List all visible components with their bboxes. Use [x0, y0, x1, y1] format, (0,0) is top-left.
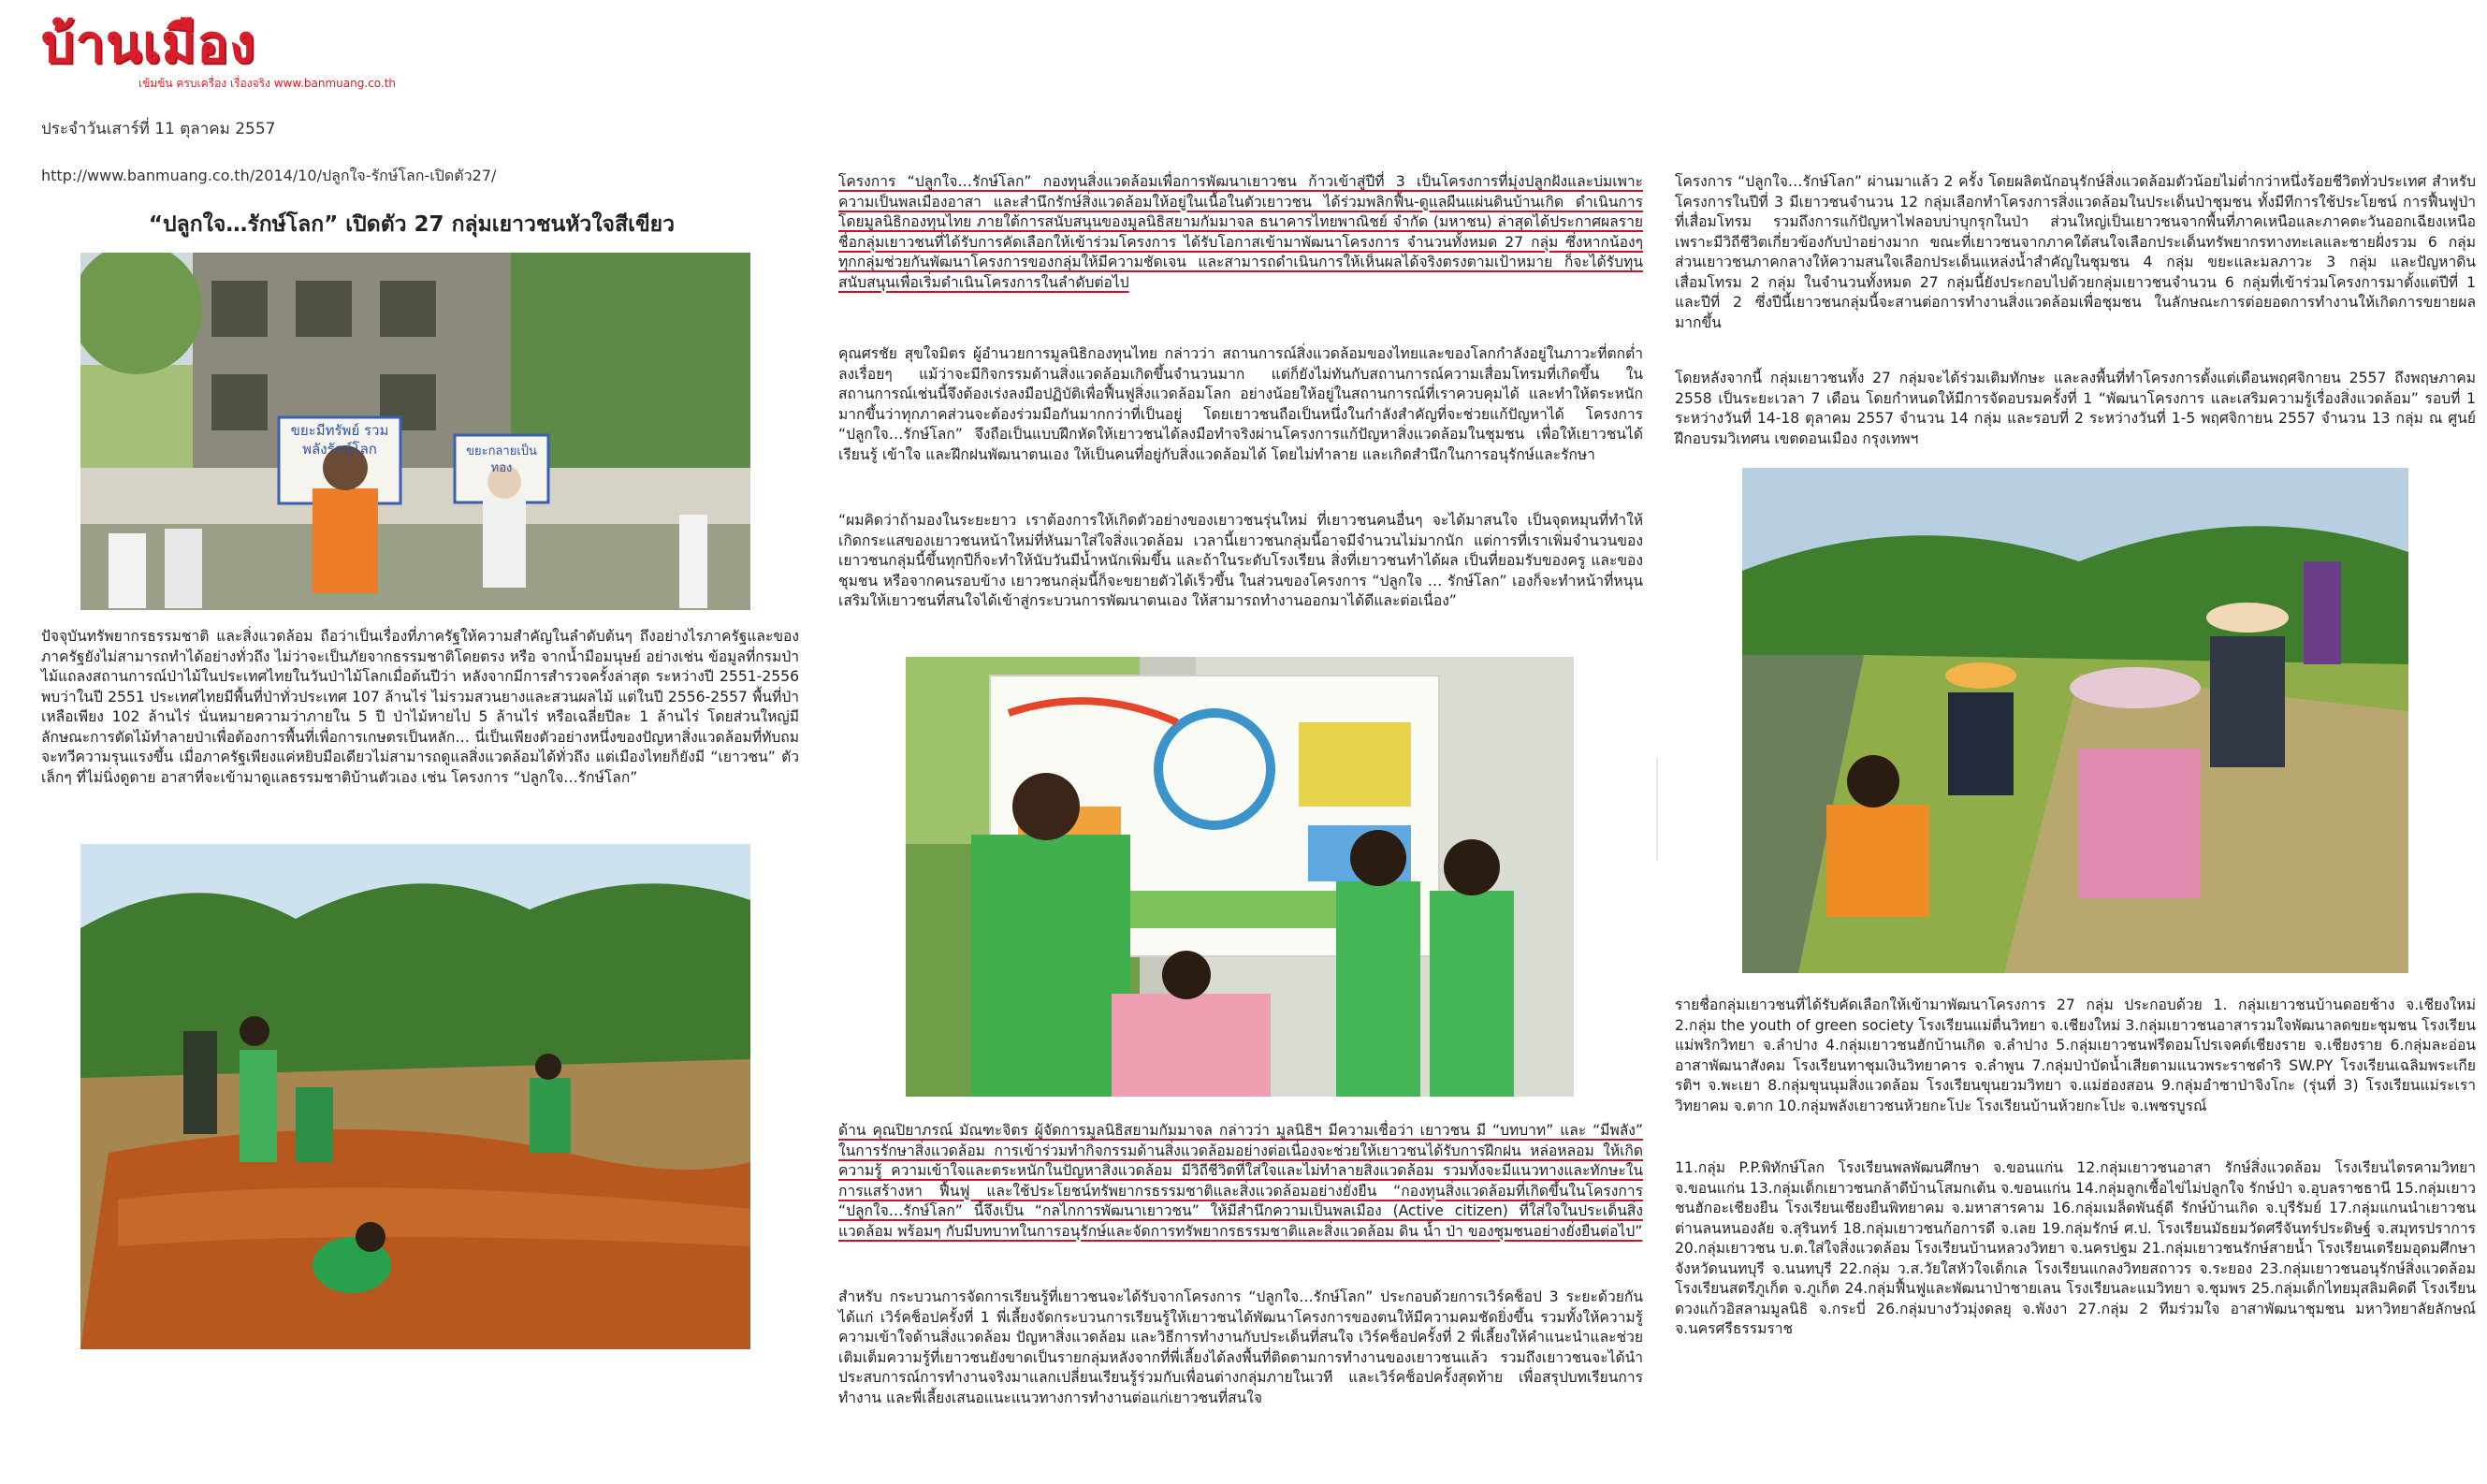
highlight-paragraph: ด้าน คุณปิยาภรณ์ มัณฑะจิตร ผู้จัดการมูลนิธิสยามกัมมาจล กล่าวว่า มูลนิธิฯ มีความเชื่อว่า เยาวชน มี “บทบาท” และ “มีพลัง” ในการรักษาสิ่งแวดล้อม การเข้าร่วมทำกิจกรรมด้านสิ่งแวดล้อมอย่างต่อเนื่องจะช่วยให้เยาวชนได้รับการฝึกฝน หล่อหลอม ให้เกิดความรู้ ความเข้าใจและตระหนักในปัญหาสิ่งแวดล้อม มีวิถีชีวิตที่ใส่ใจและไม่ทำลายสิ่งแวดล้อม รวมทั้งจะมีแนวทางและทักษะในการแสร้างหา ฟื้นฟู และใช้ประโยชน์ทรัพยากรธรรมชาติและสิ่งแวดล้อมอย่างยั่งยืน “กองทุนสิ่งแวดล้อมที่เกิดขึ้นในโครงการ “ปลูกใจ…รักษ์โลก” นี้จึงเป็น “กลไกการพัฒนาเยาวชน” ให้มีสำนึกความเป็นพลเมือง (Active citizen) ที่ใส่ใจในประเด็นสิ่งแวดล้อม พร้อมๆ กับมีบทบาทในการอนุรักษ์และจัดการทรัพยากรธรรมชาติและสิ่งแวดล้อม ดิน น้ำ ป่า ของชุมชนอย่างยั่งยืนต่อไป” [838, 1122, 1643, 1240]
photo-tree-planting [1742, 468, 2408, 973]
quote-paragraph: “ผมคิดว่าถ้ามองในระยะยาว เราต้องการให้เกิดตัวอย่างของเยาวชนรุ่นใหม่ ที่เยาวชนคนอื่นๆ จะได้มาสนใจ เป็นจุดหมุนที่ทำให้เกิดกระแสของเยาวชนหน้าใหม่ที่หันมาใส่ใจสิ่งแวดล้อม เวลานี้เยาวชนกลุ่มนี้อาจมีจำนวนไม่มากนัก แต่การที่เราเพิ่มจำนวนของเยาวชนกลุ่มนี้ขึ้นทุกปีก็จะทำให้นับวันมีน้ำหนักเพิ่มขึ้น และถ้าในระดับโรงเรียน สิ่งที่เยาวชนทำได้ผล เป็นที่ยอมรับของครู และของชุมชน หรือจากคนรอบข้าง เยาวชนกลุ่มนี้ก็จะขยายตัวได้เร็วขึ้น ในส่วนของโครงการ “ปลูกใจ … รักษ์โลก” เองก็จะทำหน้าที่หนุนเสริมให้เยาวชนที่สนใจได้เข้าสู่กระบวนการพัฒนาตนเอง ให้สามารถทำงานออกมาได้ดีและต่อเนื่อง” [838, 512, 1643, 609]
protest-sign-right: ขยะกลายเป็นทอง [466, 444, 537, 475]
column-divider [1656, 758, 1658, 861]
logo-tagline: เข้มข้น ครบเครื่อง เรื่องจริง www.banmuang.co.th [138, 77, 397, 90]
photo-stream-students [80, 844, 750, 1349]
logo-text: บ้านเมือง [41, 13, 256, 75]
publication-date: ประจำวันเสาร์ที่ 11 ตุลาคม 2557 [41, 120, 276, 138]
body-paragraph: ปัจจุบันทรัพยากรธรรมชาติ และสิ่งแวดล้อม ถือว่าเป็นเรื่องที่ภาครัฐให้ความสำคัญในลำดับต้นๆ ถึงอย่างไรภาครัฐและของภาครัฐยังไม่สามารถทำได้อย่างทั่วถึง ไม่ว่าจะเป็นภัยจากธรรมชาติโดยตรง หรือ จากน้ำมือมนุษย์ อย่างเช่น ข้อมูลที่กรมป่าไม้แถลงสถานการณ์ป่าไม้ในประเทศไทยในวันป่าไม้โลกเมื่อต้นปีว่า หลังจากมีการสำรวจครั้งล่าสุด ระหว่างปี 2551-2556 พบว่าในปี 2551 ประเทศไทยมีพื้นที่ป่าทั่วประเทศ 107 ล้านไร่ ไม่รวมสวนยางและสวนผลไม้ แต่ในปี 2556-2557 พื้นที่ป่าเหลือเพียง 102 ล้านไร่ นั่นหมายความว่าภายใน 5 ปี ป่าไม้หายไป 5 ล้านไร่ หรือเฉลี่ยปีละ 1 ล้านไร่ โดยส่วนใหญ่มีลักษณะการตัดไม้ทำลายป่าเพื่อต้องการพื้นที่เพื่อการเกษตรเป็นหลัก… นี่เป็นเพียงตัวอย่างหนึ่งของปัญหาสิ่งแวดล้อมที่ทับถมจะทวีความรุนแรงขึ้น เมื่อภาครัฐเพียงแค่หยิบมือเดียวไม่สามารถดูแลสิ่งแวดล้อมได้ทั่วถึง แต่เมืองไทยก็ยังมี “เยาวชน” ตัวเล็กๆ ที่ไม่นิ่งดูดาย อาสาที่จะเข้ามาดูแลธรรมชาติบ้านตัวเอง เช่น โครงการ “ปลูกใจ…รักษ์โลก” [41, 628, 799, 786]
article-headline: “ปลูกใจ…รักษ์โลก” เปิดตัว 27 กลุ่มเยาวชนหัวใจสีเขียว [148, 212, 676, 237]
body-paragraph: โครงการ “ปลูกใจ…รักษ์โลก” ผ่านมาแล้ว 2 ครั้ง โดยผลิตนักอนุรักษ์สิ่งแวดล้อมตัวน้อยไม่ต่ำกว่าหนึ่งร้อยชีวิตทั่วประเทศ สำหรับโครงการในปีที่ 3 มีเยาวชนจำนวน 12 กลุ่มเลือกทำโครงการสิ่งแวดล้อมในประเด็นป่าชุมชน ทั้งมีทีการใช้ประโยชน์ การฟื้นฟูป่าที่เสื่อมโทรม รวมถึงการแก้ปัญหาไฟลอบบ่าบุกรุกในป่า ส่วนใหญ่เป็นเยาวชนจากพื้นที่ภาคเหนือและภาคตะวันออกเฉียงเหนือ เพราะมีวิถีชีวิตเกี่ยวข้องกับป่าอย่างมาก ขณะที่เยาวชนจากภาคใต้สนใจเลือกประเด็นทรัพยากรทางทะเลและชายฝั่งรวม 6 กลุ่ม ส่วนเยาวชนภาคกลางให้ความสนใจเลือกประเด็นแหล่งน้ำสำคัญในชุมชน 4 กลุ่ม ขยะและมลภาวะ 3 กลุ่ม และปัญหาดินเสื่อมโทรม 2 กลุ่ม ในจำนวนทั้งหมด 27 กลุ่มนี้ยังประกอบไปด้วยกลุ่มเยาวชนจำนวน 6 กลุ่มที่เข้าร่วมโครงการมาตั้งแต่ปีที่ 1 และปีที่ 2 ซึ่งปีนี้เยาวชนกลุ่มนี้จะสานต่อการทำงานสิ่งแวดล้อมเพื่อชุมชน ในลักษณะการต่อยอดการทำงานให้เกิดการขยายผลมากขึ้น [1675, 173, 2476, 331]
group-list-paragraph: รายชื่อกลุ่มเยาวชนที่ได้รับคัดเลือกให้เข้ามาพัฒนาโครงการ 27 กลุ่ม ประกอบด้วย 1. กลุ่มเยาวชนบ้านดอยช้าง จ.เชียงใหม่ 2.กลุ่ม the youth of green society โรงเรียนแม่ตื่นวิทยา จ.เชียงใหม่ 3.กลุ่มเยาวชนอาสารวมใจพัฒนาลดขยะชุมชน โรงเรียนแม่พริกวิทยา จ.ลำปาง 4.กลุ่มเยาวชนฮักบ้านเกิด จ.ลำปาง 5.กลุ่มเยาวชนฟรีดอมโปรเจคต์เชียงราย จ.เชียงราย 6.กลุ่มละอ่อนอาสาพัฒนาสังคม โรงเรียนทาชุมเงินวิทยาคาร จ.ลำพูน 7.กลุ่มป่าบัดน้ำเสียตามแนวพระราชดำริ SW.PY โรงเรียนเฉลิมพระเกียรติฯ จ.พะเยา 8.กลุ่มขุนนุมสิ่งแวดล้อม โรงเรียนขุนยวมวิทยา จ.แม่ฮ่องสอน 9.กลุ่มอำซาป่าจิงโกะ (รุ่นที่ 3) โรงเรียนแม่ระเราวิทยาคม จ.ตาก 10.กลุ่มพลังเยาวชนห้วยกะโปะ โรงเรียนบ้านห้วยกะโปะ จ.เพชรบูรณ์ [1675, 997, 2476, 1114]
body-paragraph: โดยหลังจากนี้ กลุ่มเยาวชนทั้ง 27 กลุ่มจะได้ร่วมเติมทักษะ และลงพื้นที่ทำโครงการตั้งแต่เดือนพฤศจิกายน 2557 ถึงพฤษภาคม 2558 เป็นระยะเวลา 7 เดือน โดยกำหนดให้มีการจัดอบรมครั้งที่ 1 “พัฒนาโครงการ และเสริมความรู้เรื่องสิ่งแวดล้อม” รอบที่ 1 ระหว่างวันที่ 14-18 ตุลาคม 2557 จำนวน 14 กลุ่ม และรอบที่ 2 ระหว่างวันที่ 1-5 พฤศจิกายน 2557 จำนวน 13 กลุ่ม ณ ศูนย์ฝึกอบรมวิเทศน เขตดอนเมือง กรุงเทพฯ [1675, 370, 2476, 447]
photo-presentation [906, 657, 1574, 1097]
highlight-paragraph: โครงการ “ปลูกใจ…รักษ์โลก” กองทุนสิ่งแวดล้อมเพื่อการพัฒนาเยาวชน ก้าวเข้าสู่ปีที่ 3 เป็นโครงการที่มุ่งปลูกฝังและบ่มเพาะความเป็นพลเมืองอาสา และสำนึกรักษ์สิ่งแวดล้อมให้อยู่ในเนื้อในตัวเยาวชน ได้ร่วมพลิกฟื้น-ดูแลผืนแผ่นดินบ้านเกิด ดำเนินการโดยมูลนิธิกองทุนไทย ภายใต้การสนับสนุนของมูลนิธิสยามกัมมาจล ธนาคารไทยพาณิชย์ จำกัด (มหาชน) ล่าสุดได้ประกาศผลรายชื่อกลุ่มเยาวชนที่ได้รับการคัดเลือกให้เข้าร่วมโครงการ ได้รับโอกาสเข้ามาพัฒนาโครงการ จำนวนทั้งหมด 27 กลุ่ม ซึ่งหากน้องๆ ทุกกลุ่มช่วยกันพัฒนาโครงการของกลุ่มให้มีความชัดเจน และสามารถดำเนินการให้เห็นผลได้จริงตรงตามเป้าหมาย ก็จะได้รับทุนสนับสนุนเพื่อเริ่มดำเนินโครงการในลำดับต่อไป [838, 173, 1643, 291]
group-list-paragraph: 11.กลุ่ม P.P.พิทักษ์โลก โรงเรียนพลพัฒนศึกษา จ.ขอนแก่น 12.กลุ่มเยาวชนอาสา รักษ์สิ่งแวดล้อม โรงเรียนไตรคามวิทยา จ.ขอนแก่น 13.กลุ่มเด็กเยาวชนกล้าดีบ้านโสมกเต้น จ.ขอนแก่น 14.กลุ่มลูกเชื้อไข่ไม่ปลูกใจ รักษ์ป่า จ.อุบลราชธานี 15.กลุ่มเยาวชนฮักอะเชียงยืน โรงเรียนเชียงยืนพิทยาคม จ.มหาสารคาม 16.กลุ่มเมล็ดพันธุ์ดี รักษ์บ้านเกิด จ.บุรีรัมย์ 17.กลุ่มแกนนำเยาวชนต่านลนหนองลัย จ.สุรินทร์ 18.กลุ่มเยาวชนก้อการดี จ.เลย 19.กลุ่มรักษ์ ศ.ป. โรงเรียนมัธยมวัดศรีจันทร์ประดิษฐ์ จ.สมุทรปราการ 20.กลุ่มเยาวชน บ.ต.ใส่ใจสิ่งแวดล้อม โรงเรียนบ้านหลวงวิทยา จ.นครปฐม 21.กลุ่มเยาวชนรักษ์สายน้ำ โรงเรียนเตรียมอุดมศึกษาจังหวัดนนทบุรี จ.นนทบุรี 22.กลุ่ม ว.ส.วัยใสหัวใจเด็กเล โรงเรียนแกลงวิทยสถาวร จ.ระยอง 23.กลุ่มเยาวชนอนุรักษ์สิ่งแวดล้อม โรงเรียนสตรีภูเก็ต จ.ภูเก็ต 24.กลุ่มฟื้นฟูและพัฒนาป่าชายเลน โรงเรียนละแมวิทยา จ.ชุมพร 25.กลุ่มเด็กไทยมุสลิมคิดดี โรงเรียนดวงแก้วอิสลามมูลนิธิ จ.กระบี่ 26.กลุ่มบางวัวมุ่งดลยุ จ.พังงา 27.กลุ่ม 2 ทีมร่วมใจ อาสาพัฒนาชุมชน มหาวิทยาลัยลักษณ์ จ.นครศรีธรรมราช [1675, 1159, 2476, 1337]
body-paragraph: คุณศรชัย สุขใจมิตร ผู้อำนวยการมูลนิธิกองทุนไทย กล่าวว่า สถานการณ์สิ่งแวดล้อมของไทยและของโลกกำลังอยู่ในภาวะที่ตกต่ำลงเรื่อยๆ แม้ว่าจะมีกิจกรรมด้านสิ่งแวดล้อมเกิดขึ้นจำนวนมาก แต่ก็ยังไม่ทันกับสถานการณ์ความเสื่อมโทรมที่เกิดขึ้น ในสถานการณ์เช่นนี้จึงต้องเร่งลงมือปฏิบัติเพื่อฟื้นฟูสิ่งแวดล้อมโลก อย่างน้อยให้อยู่ในสถานการณ์ที่เราควบคุมได้ และทำให้ตระหนักมากขึ้นว่าทุกภาคส่วนจะต้องร่วมมือกันมากกว่าที่เป็นอยู่ โดยเยาวชนถือเป็นหนึ่งในกำลังสำคัญที่จะช่วยแก้ปัญหาได้ โครงการ “ปลูกใจ…รักษ์โลก” จึงถือเป็นแบบฝึกหัดให้เยาวชนได้ลงมือทำจริงผ่านโครงการแก้ปัญหาสิ่งแวดล้อมในชุมชน เพื่อให้เยาวชนได้เรียนรู้ เข้าใจ และฝึกฝนพัฒนาตนเอง ให้เป็นคนที่อยู่กับสิ่งแวดล้อมได้ โดยไม่ทำลาย และเกิดสำนึกในการอนุรักษ์และรักษา [838, 345, 1643, 463]
protest-sign-left: ขยะมีทรัพย์ รวมพลังรักษ์โลก [290, 422, 389, 458]
masthead-logo [41, 13, 397, 90]
source-url: http://www.banmuang.co.th/2014/10/ปลูกใจ-รักษ์โลก-เปิดตัว27/ [41, 167, 497, 184]
body-paragraph: สำหรับ กระบวนการจัดการเรียนรู้ที่เยาวชนจะได้รับจากโครงการ “ปลูกใจ…รักษ์โลก” ประกอบด้วยการเวิร์คช็อป 3 ระยะด้วยกัน ได้แก่ เวิร์คช็อปครั้งที่ 1 พี่เลี้ยงจัดกระบวนการเรียนรู้ให้เยาวชนได้พัฒนาโครงการของตนให้มีความคมชัดยิ่งขึ้น รวมทั้งให้ความรู้ความเข้าใจด้านสิ่งแวดล้อม ปัญหาสิ่งแวดล้อม และวิธีการทำงานกับประเด็นที่สนใจ เวิร์คช็อปครั้งที่ 2 พี่เลี้ยงให้คำแนะนำและช่วยเติมเต็มความรู้ที่เยาวชนยังขาดเป็นรายกลุ่มหลังจากที่พี่เลี้ยงได้ลงพื้นที่ติดตามการทำงานของเยาวชนแล้ว รวมถึงเยาวชนจะได้นำประสบการณ์การทำงานจริงมาแลกเปลี่ยนเรียนรู้ร่วมกับเพื่อนต่างกลุ่มภายในเวที และเวิร์คช็อปครั้งสุดท้าย เพื่อสรุปบทเรียนการทำงาน และพี่เลี้ยงเสนอแนะแนวทางการทำงานต่อแก่เยาวชนที่สนใจ [838, 1288, 1643, 1406]
photo-rally-signs [80, 253, 750, 610]
